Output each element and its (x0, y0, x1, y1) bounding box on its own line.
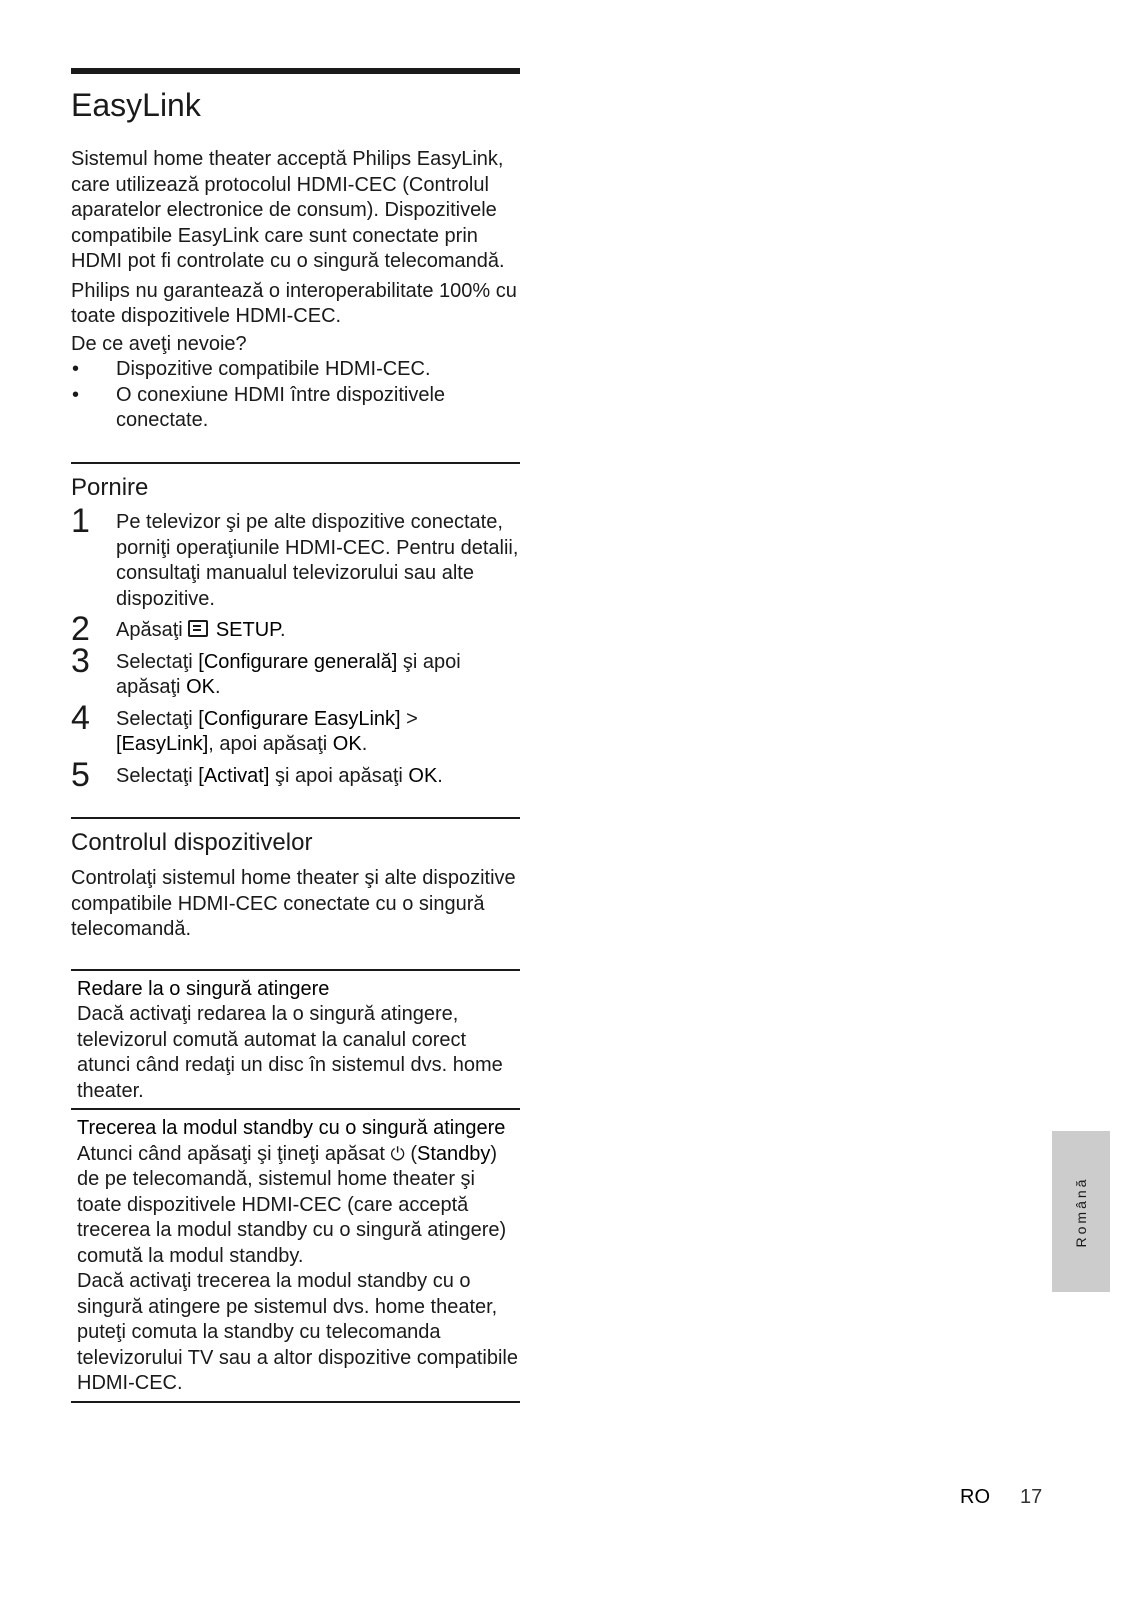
list-item: • Dispozitive compatibile HDMI-CEC. (72, 358, 431, 381)
box-title: Trecerea la modul standby cu o singură atingere (77, 1117, 506, 1140)
page-footer (960, 1486, 1042, 1509)
list-item: • O conexiune HDMI între dispozitivele conectate. (72, 383, 446, 432)
language-tab: Română (1052, 1131, 1110, 1292)
power-icon: ⏻ (390, 1143, 405, 1164)
step-number: 2 (71, 610, 90, 649)
step-number: 4 (71, 698, 90, 737)
control-paragraph: Controlaţi sistemul home theater şi alte dispozitive compatibile HDMI-CEC conectate cu o singură telecomandă. (71, 867, 516, 941)
page-title: EasyLink (71, 87, 201, 123)
intro-paragraph-1: Sistemul home theater acceptă Philips EasyLink, care utilizează protocolul HDMI-CEC (Controlul aparatelor electronice de consum). Dispozitivele compatibile EasyLink care sunt conectate prin HDMI pot fi controlate cu o singură telecomandă. (71, 148, 505, 273)
step-number: 3 (71, 641, 90, 680)
step-5: 5 Selectaţi [Activat] şi apoi apăsaţi OK. (71, 755, 443, 794)
step-2: 2 Apăsaţi SETUP. (71, 610, 286, 649)
top-rule (71, 68, 520, 74)
box-text-2: Dacă activaţi trecerea la modul standby cu o singură atingere pe sistemul dvs. home theater, puteţi comuta la standby cu telecomanda televizorului TV sau a altor dispozitive compatibile HDMI-CEC. (77, 1270, 518, 1395)
section-divider (71, 817, 520, 819)
box-text: Atunci când apăsaţi şi ţineţi apăsat ⏻ (Standby) de pe telecomandă, sistemul home theater şi toate dispozitivele HDMI-CEC (care acceptă trecerea la modul standby cu o singură atingere) comută la modul standby. (77, 1142, 507, 1267)
step-1: 1 Pe televizor şi pe alte dispozitive conectate, porniţi operaţiunile HDMI-CEC. Pentru detalii, consultaţi manualul televizorului sau alte dispozitive. (71, 502, 519, 610)
needs-list (71, 357, 520, 434)
section-divider (71, 462, 520, 464)
box-title: Redare la o singură atingere (77, 977, 330, 1000)
page-number: 17 (1020, 1486, 1043, 1508)
steps-list (71, 502, 520, 794)
step-number: 5 (71, 755, 90, 794)
step-number: 1 (71, 502, 90, 541)
needs-heading: De ce aveţi nevoie? (71, 332, 247, 355)
step-3: 3 Selectaţi [Configurare generală] şi apoi apăsaţi OK. (71, 641, 461, 699)
box-text: Dacă activaţi redarea la o singură atingere, televizorul comută automat la canalul corect atunci când redaţi un disc în sistemul dvs. home theater. (77, 1003, 503, 1102)
footer-language: RO (960, 1486, 990, 1508)
intro-paragraph-2: Philips nu garantează o interoperabilitate 100% cu toate dispozitivele HDMI-CEC. (71, 279, 517, 328)
one-touch-standby-box (71, 1108, 520, 1403)
section-title-pornire: Pornire (71, 473, 149, 501)
main-column (71, 68, 520, 1403)
step-4: 4 Selectaţi [Configurare EasyLink] > [EasyLink], apoi apăsaţi OK. (71, 698, 418, 756)
setup-menu-icon (188, 620, 208, 637)
one-touch-play-box (71, 969, 520, 1109)
section-title-control: Controlul dispozitivelor (71, 829, 313, 857)
